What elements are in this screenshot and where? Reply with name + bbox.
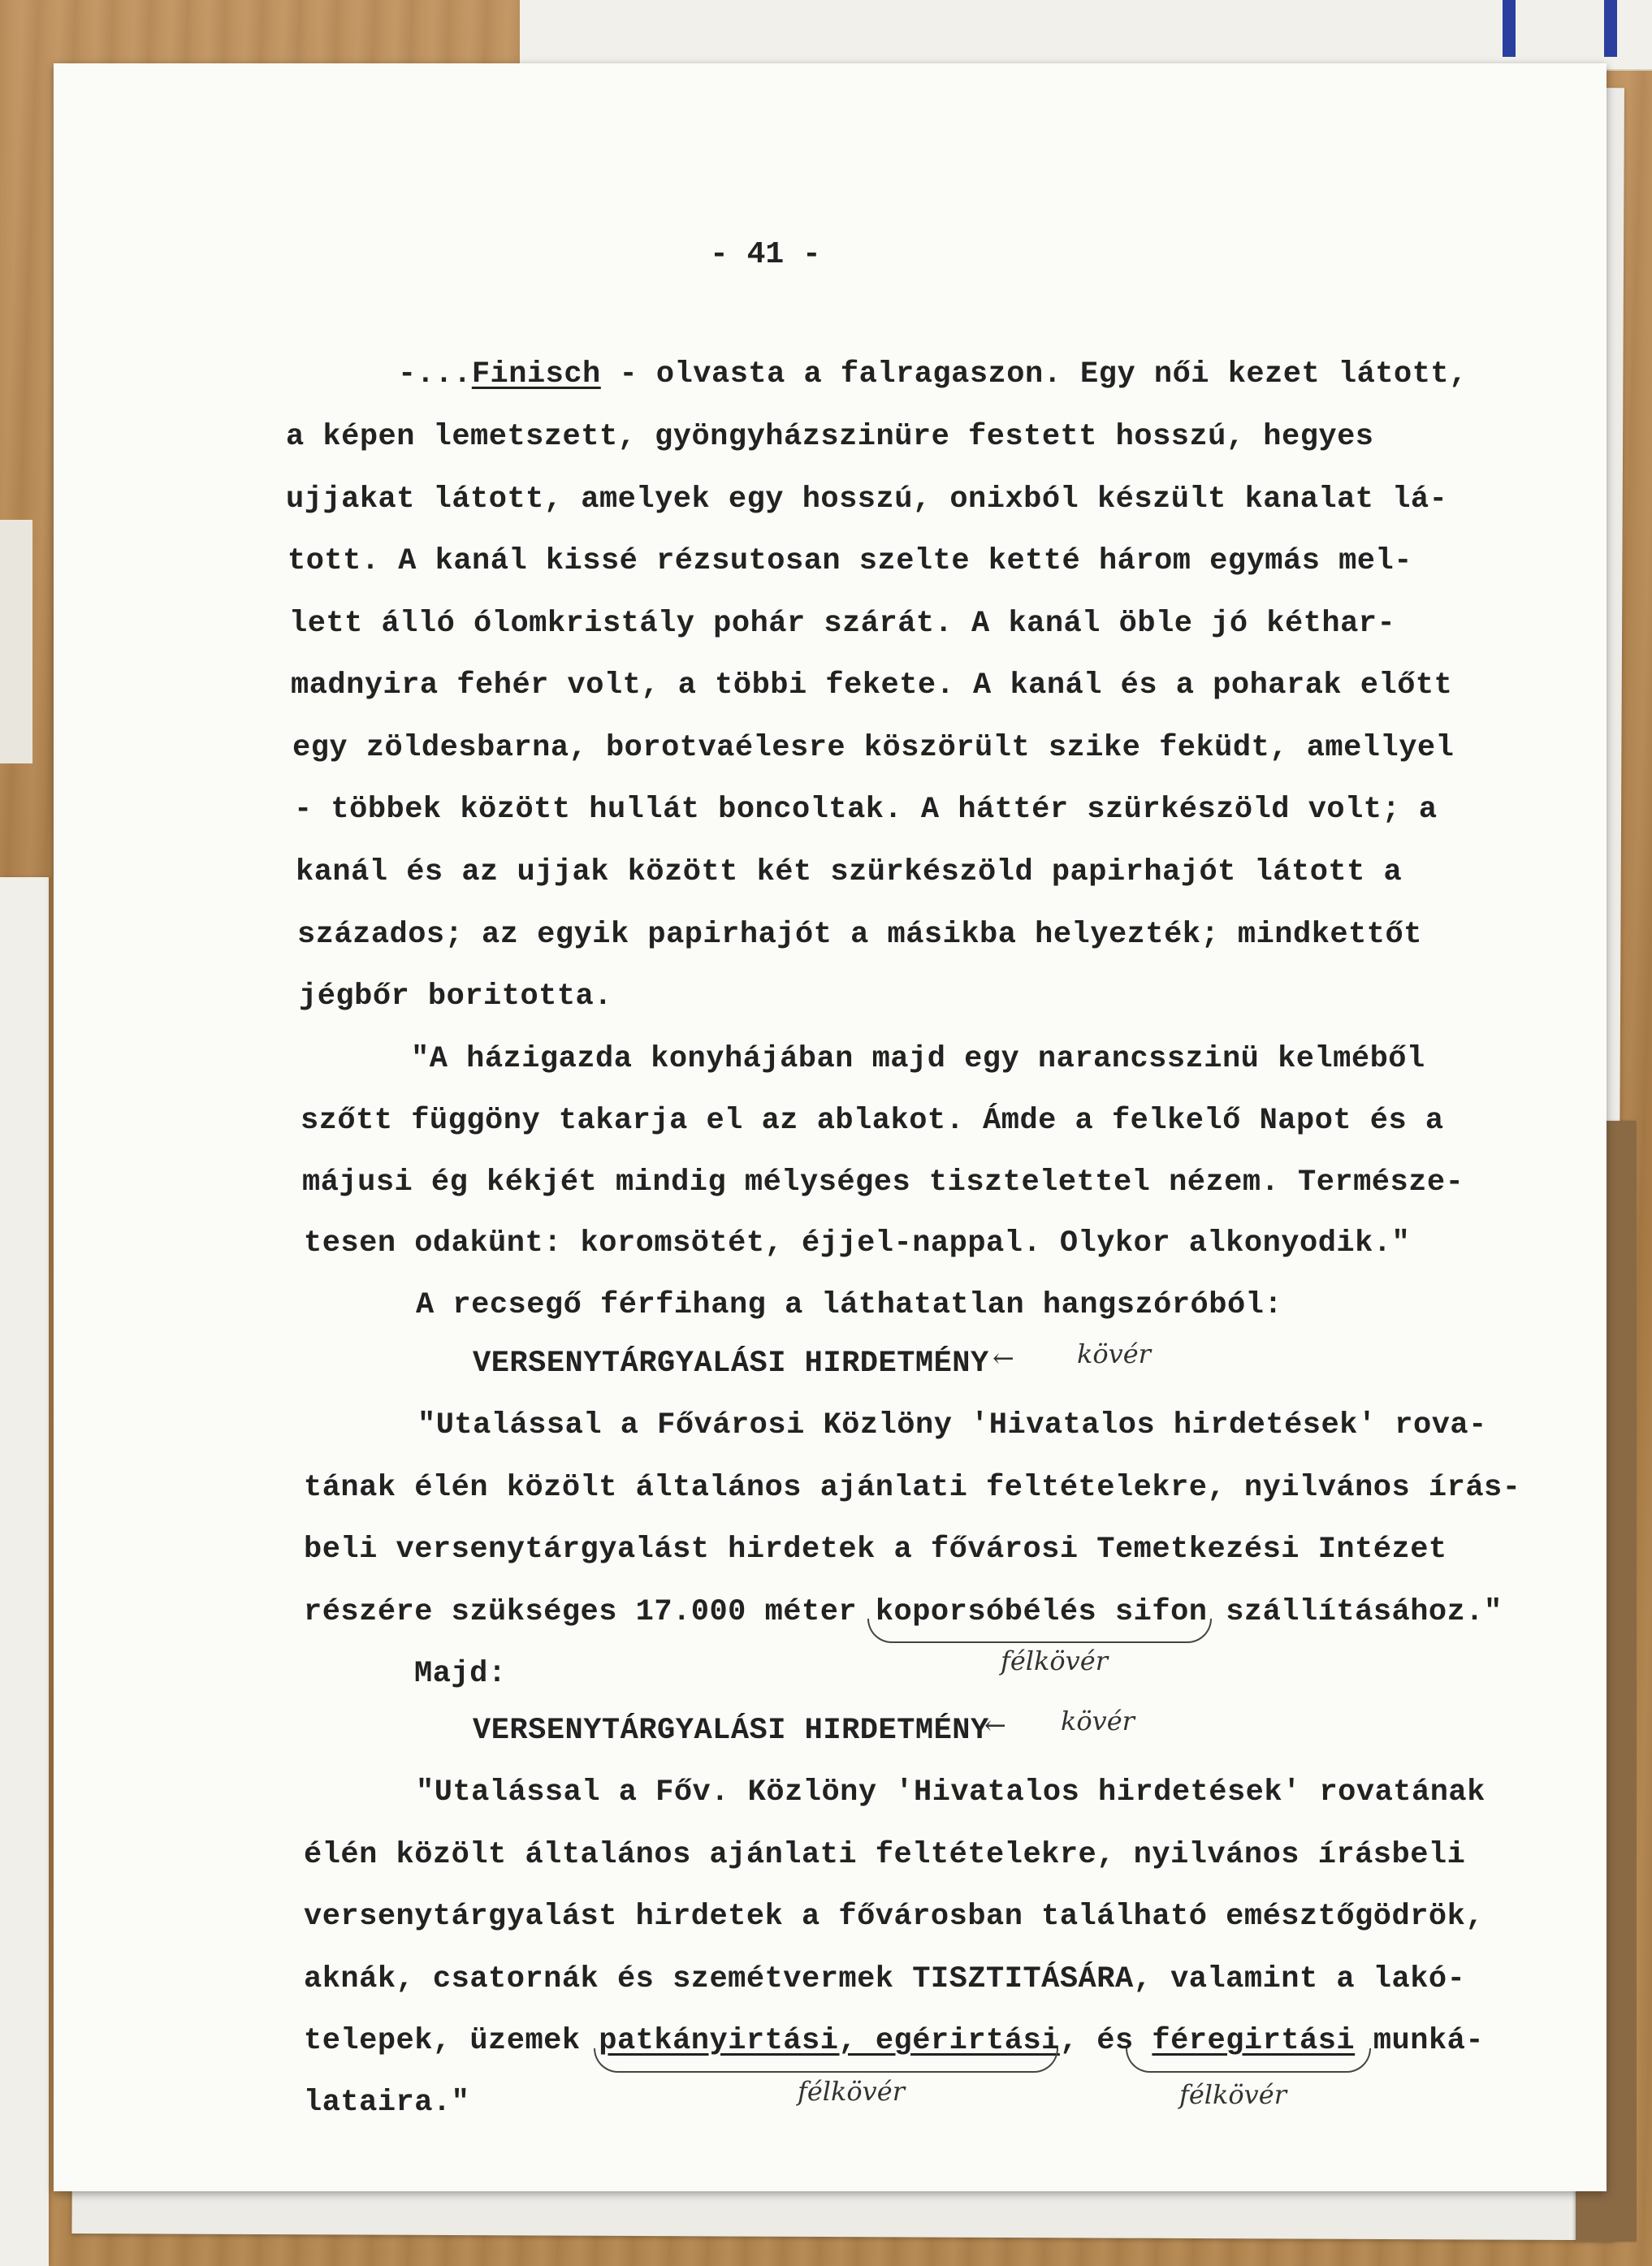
handwritten-note: félkövér [798, 2076, 905, 2107]
text-line: "Utalással a Fővárosi Közlöny 'Hivatalos hirdetések' rova- [417, 1408, 1487, 1442]
handwritten-note: kövér [1077, 1338, 1151, 1369]
blue-tab-mark [1503, 0, 1516, 57]
text-line: ujjakat látott, amelyek egy hosszú, onixból készült kanalat lá- [286, 482, 1448, 517]
text-line: madnyira fehér volt, a többi fekete. A kanál és a poharak előtt [291, 668, 1453, 703]
arrow-icon: ← [992, 1343, 1014, 1373]
background-sheet-left [0, 877, 49, 2266]
handwritten-note: kövér [1061, 1706, 1135, 1736]
background-sheet-top [520, 0, 1652, 71]
arrow-icon: ← [984, 1710, 1006, 1741]
text-line: "A házigazda konyhájában majd egy narancsszinü kelméből [411, 1042, 1425, 1076]
text-line: tott. A kanál kissé rézsutosan szelte ketté három egymás mel- [288, 544, 1412, 578]
text-line: aknák, csatornák és szemétvermek TISZTITÁSÁRA, valamint a lakó- [304, 1962, 1466, 1996]
typewritten-page [54, 63, 1607, 2191]
handwritten-brace [1126, 2048, 1371, 2073]
text-line: lett álló ólomkristály pohár szárát. A kanál öble jó kéthar- [289, 607, 1396, 641]
text-line: - többek között hullát boncoltak. A háttér szürkészöld volt; a [294, 793, 1438, 827]
handwritten-brace [867, 1619, 1212, 1643]
text-line: százados; az egyik papirhajót a másikba helyezték; mindkettőt [297, 918, 1422, 952]
text-line: Majd: [414, 1657, 507, 1691]
handwritten-note: félkövér [1001, 1645, 1108, 1676]
handwritten-brace [594, 2048, 1058, 2073]
heading-line: VERSENYTÁRGYALÁSI HIRDETMÉNY [473, 1714, 989, 1748]
text-line: "Utalással a Főv. Közlöny 'Hivatalos hirdetések' rovatának [416, 1775, 1486, 1810]
text-line: a képen lemetszett, gyöngyházszinüre festett hosszú, hegyes [286, 420, 1374, 454]
text-line: kanál és az ujjak között két szürkészöld papirhajót látott a [296, 855, 1403, 889]
text-line: májusi ég kékjét mindig mélységes tisztelettel nézem. Természe- [302, 1165, 1464, 1200]
text-line: jégbőr boritotta. [299, 979, 612, 1014]
text-line: lataira." [304, 2086, 470, 2120]
heading-line: VERSENYTÁRGYALÁSI HIRDETMÉNY [473, 1347, 989, 1381]
text-line: részére szükséges 17.000 méter koporsóbélés sifon szállításához." [304, 1595, 1503, 1629]
text-line: egy zöldesbarna, borotvaélesre köszörült szike feküdt, amellyel [292, 731, 1455, 765]
background-sheet-left [0, 520, 32, 763]
text-line: versenytárgyalást hirdetek a fővárosban található emésztőgödrök, [304, 1900, 1485, 1934]
text-line: szőtt függöny takarja el az ablakot. Ámde a felkelő Napot és a [301, 1104, 1444, 1138]
text-line: -...Finisch - olvasta a falragaszon. Egy női kezet látott, [398, 357, 1468, 391]
text-line: A recsegő férfihang a láthatatlan hangszóróból: [416, 1288, 1283, 1322]
text-line: élén közölt általános ajánlati feltételekre, nyilvános írásbeli [304, 1838, 1466, 1872]
text-line: tesen odakünt: koromsötét, éjjel-nappal. Olykor alkonyodik." [304, 1226, 1411, 1261]
blue-tab-mark [1604, 0, 1617, 57]
text-line: beli versenytárgyalást hirdetek a fővárosi Temetkezési Intézet [304, 1533, 1447, 1567]
handwritten-note: félkövér [1179, 2079, 1287, 2110]
page-number: - 41 - [710, 237, 821, 272]
text-line: telepek, üzemek patkányirtási, egérirtási, és féregirtási munká- [304, 2024, 1485, 2058]
text-line: tának élén közölt általános ajánlati feltételekre, nyilvános írás- [304, 1471, 1521, 1505]
